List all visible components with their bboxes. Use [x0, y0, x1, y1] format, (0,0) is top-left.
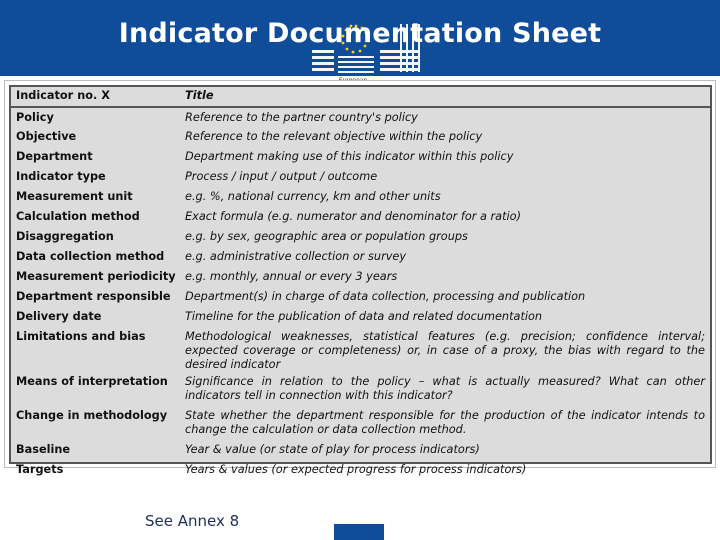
- table-row: [11, 267, 710, 287]
- table-row: [11, 406, 710, 440]
- table-row: [11, 207, 710, 227]
- row-value: e.g. monthly, annual or every 3 years: [185, 270, 398, 283]
- row-value: Methodological weaknesses, statistical features (e.g. precision; confidence interval; expected coverage or completeness) or, in case of a proxy, the bias with regard to the desired indicator: [185, 330, 705, 371]
- row-label: Means of interpretation: [16, 375, 168, 388]
- table-row: [11, 127, 710, 147]
- row-value: Year & value (or state of play for process indicators): [185, 443, 480, 456]
- row-value: Exact formula (e.g. numerator and denominator for a ratio): [185, 210, 521, 223]
- documentation-table-frame: [4, 80, 716, 476]
- table-row: [11, 247, 710, 267]
- row-label: Indicator type: [16, 170, 106, 183]
- row-label: Objective: [16, 130, 77, 143]
- row-value: Years & values (or expected progress for process indicators): [185, 463, 527, 476]
- row-label: Disaggregation: [16, 230, 114, 243]
- table-row: [11, 167, 710, 187]
- row-value: e.g. %, national currency, km and other units: [185, 190, 441, 203]
- row-label: Targets: [16, 463, 64, 476]
- documentation-table: [11, 87, 710, 480]
- table-row: [11, 460, 710, 480]
- row-value: Significance in relation to the policy – what is actually measured? What can other indicators tell in connection with this indicator?: [185, 375, 705, 402]
- table-row: [11, 440, 710, 460]
- row-value: State whether the department responsible for the production of the indicator intends to change the calculation or data collection method.: [185, 409, 705, 436]
- row-value: Department making use of this indicator within this policy: [185, 150, 514, 163]
- row-label: Calculation method: [16, 210, 140, 223]
- header-value-cell: Title: [181, 87, 710, 107]
- row-value: e.g. administrative collection or survey: [185, 250, 407, 263]
- row-label: Measurement unit: [16, 190, 133, 203]
- page-title: Indicator Documentation Sheet: [118, 18, 602, 49]
- annex-reference: See Annex 8: [145, 512, 240, 530]
- row-label: Change in methodology: [16, 409, 168, 422]
- row-label: Measurement periodicity: [16, 270, 176, 283]
- row-label: Delivery date: [16, 310, 102, 323]
- row-value: Reference to the relevant objective within the policy: [185, 130, 483, 143]
- table-row: [11, 372, 710, 406]
- row-label: Baseline: [16, 443, 71, 456]
- row-label: Department responsible: [16, 290, 171, 303]
- footer-blue-block: [334, 524, 384, 540]
- row-value: Reference to the partner country's policy: [185, 111, 418, 124]
- row-label: Policy: [16, 111, 54, 124]
- table-row: [11, 327, 710, 372]
- table-row: [11, 147, 710, 167]
- row-label: Data collection method: [16, 250, 165, 263]
- table-row: [11, 227, 710, 247]
- row-value: Process / input / output / outcome: [185, 170, 378, 183]
- table-row: [11, 107, 710, 127]
- table-row: [11, 287, 710, 307]
- table-row: [11, 307, 710, 327]
- row-value: Timeline for the publication of data and related documentation: [185, 310, 543, 323]
- documentation-table-container: [9, 85, 712, 476]
- header-label-cell: Indicator no. X: [11, 87, 181, 107]
- row-label: Limitations and bias: [16, 330, 146, 343]
- table-row: [11, 187, 710, 207]
- row-value: Department(s) in charge of data collection, processing and publication: [185, 290, 586, 303]
- row-label: Department: [16, 150, 93, 163]
- table-header-row: [11, 87, 710, 107]
- row-value: e.g. by sex, geographic area or population groups: [185, 230, 468, 243]
